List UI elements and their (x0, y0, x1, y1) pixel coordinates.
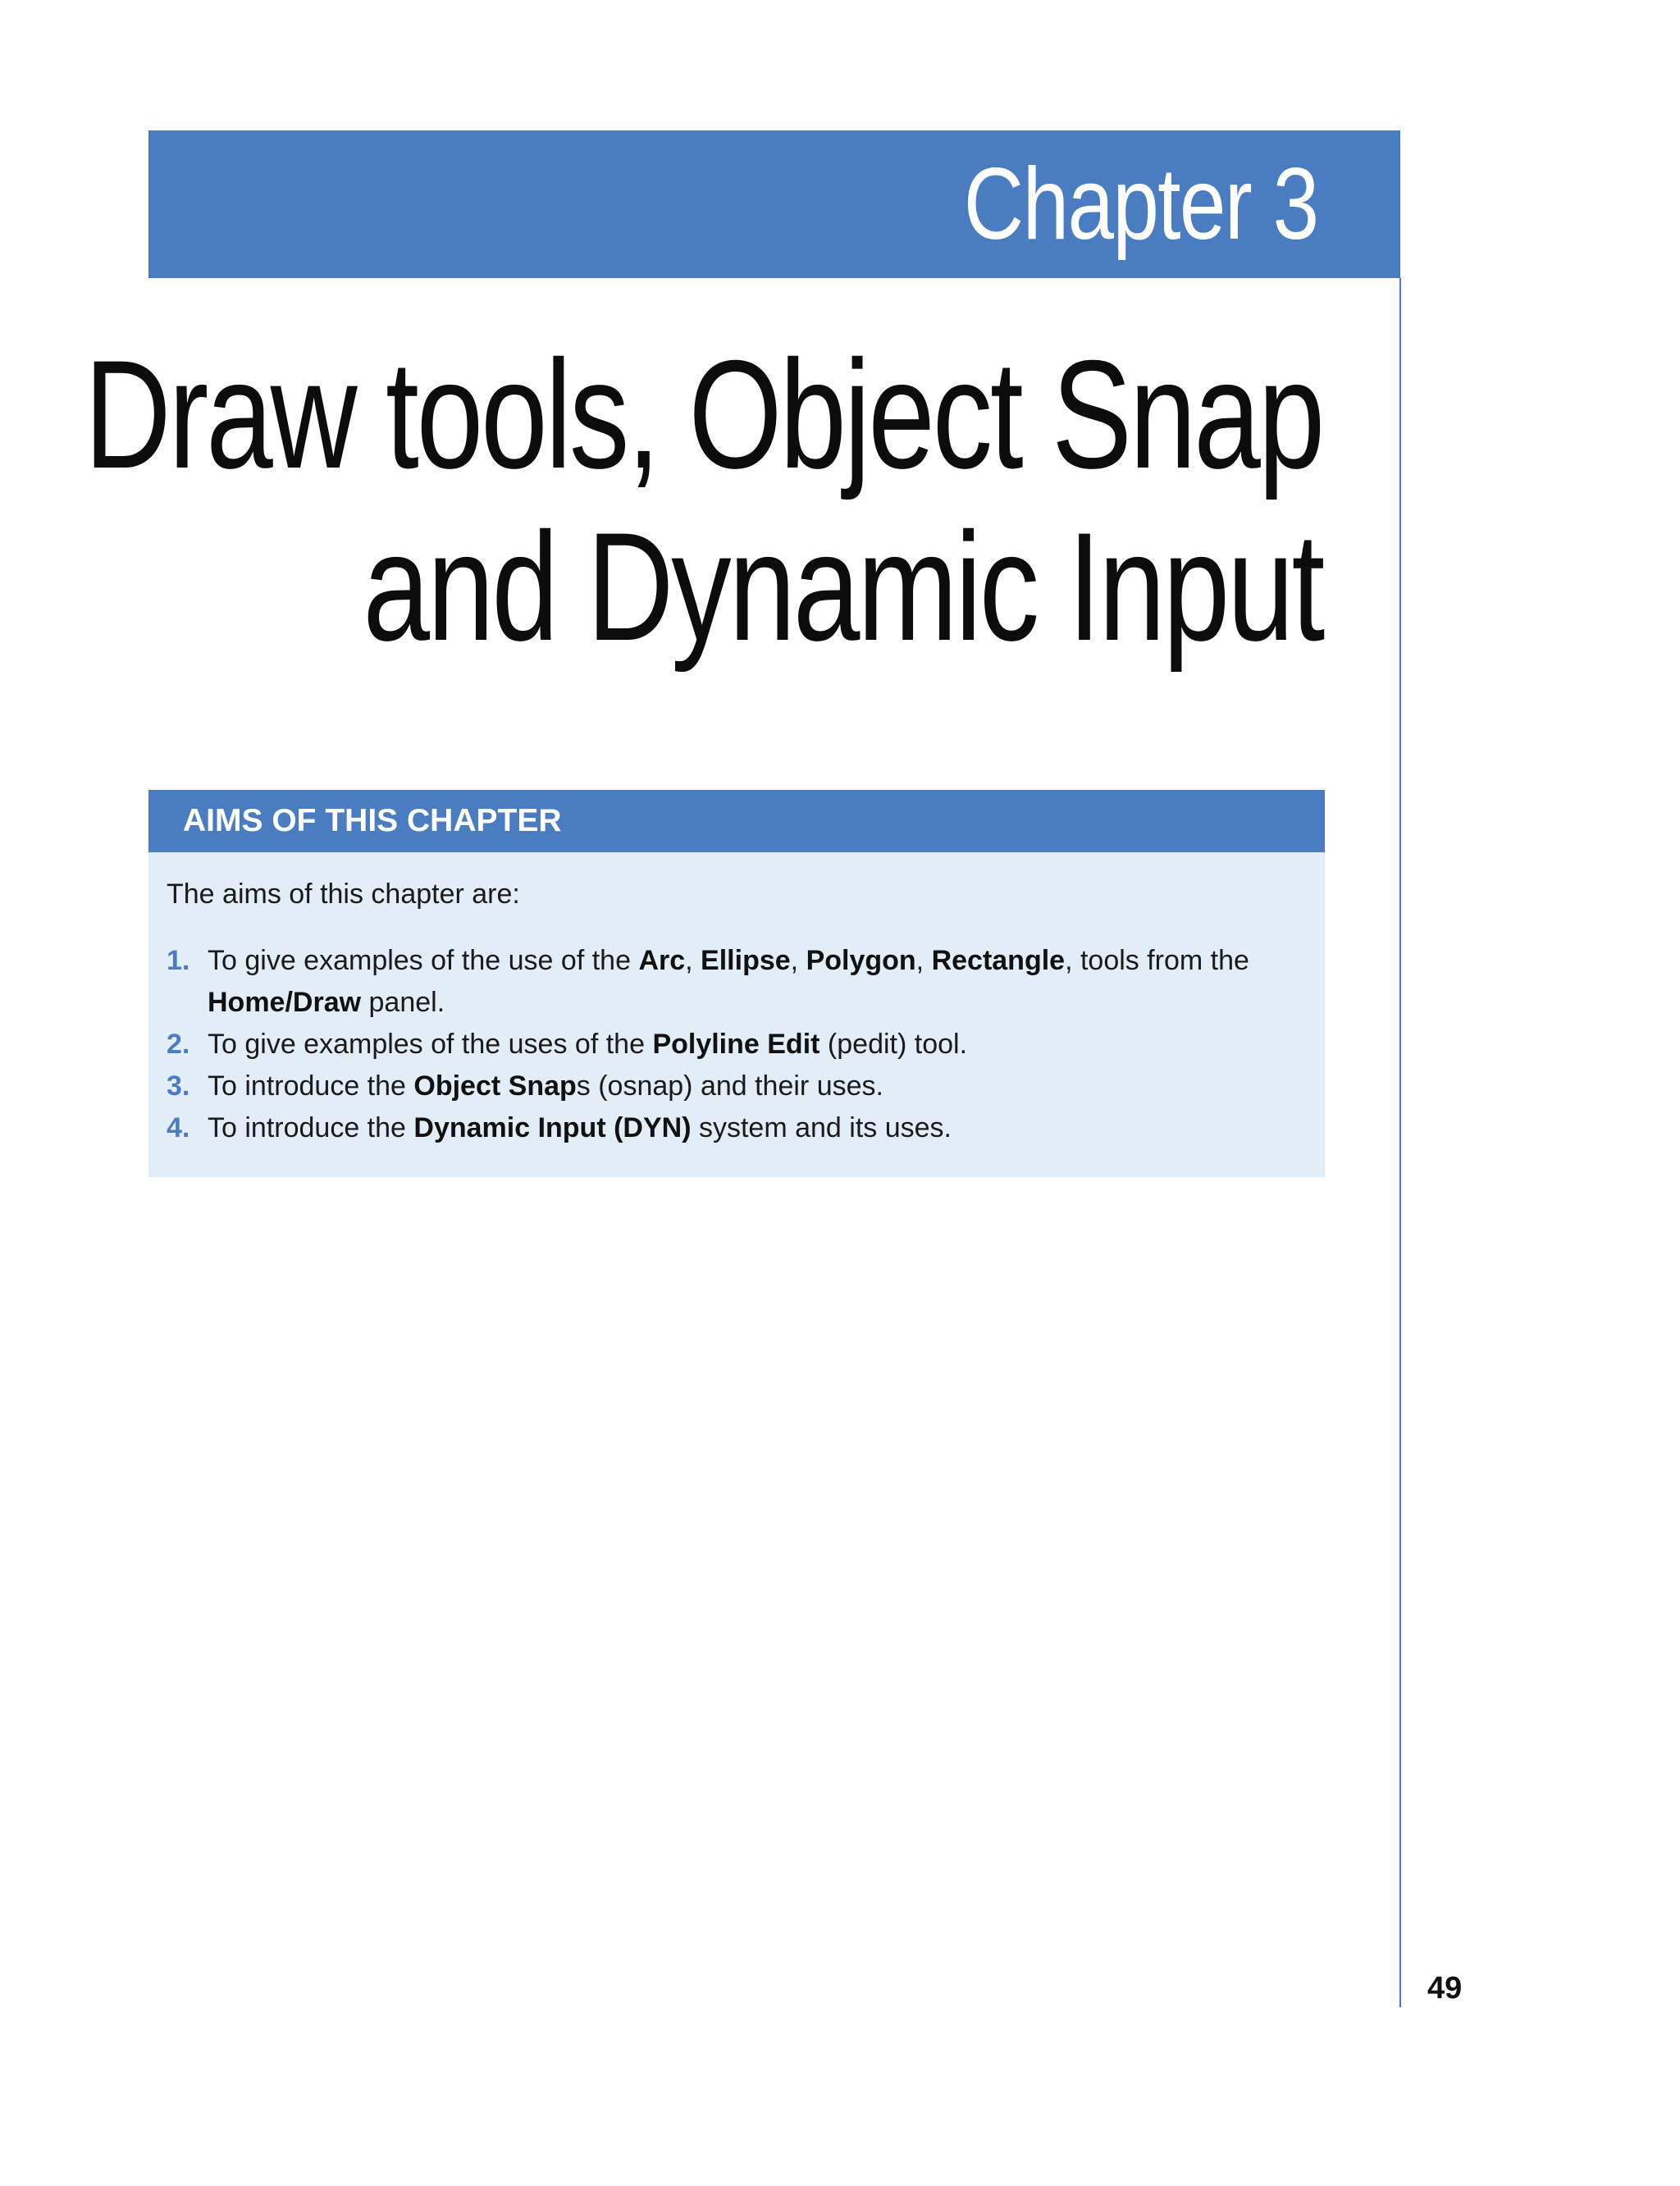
aims-item-text: , tools from the (1065, 945, 1249, 976)
aims-item-text: To give examples of the uses of the (208, 1029, 653, 1060)
aims-item-number: 1. (167, 945, 190, 976)
aims-item-text: , (685, 945, 701, 976)
chapter-title-line-2: and Dynamic Input (363, 500, 1322, 673)
page-margin-rule (1399, 278, 1401, 2007)
aims-item-bold: Polyline Edit (652, 1029, 820, 1060)
aims-item-text: , (790, 945, 806, 976)
aims-heading: AIMS OF THIS CHAPTER (183, 803, 562, 838)
aims-item-text: To give examples of the use of the (208, 945, 639, 976)
aims-intro: The aims of this chapter are: (167, 879, 520, 910)
aims-item-bold: Arc (638, 945, 686, 976)
aims-item-bold: Dynamic Input (DYN) (413, 1112, 692, 1143)
aims-item-number: 3. (167, 1070, 190, 1102)
aims-item-4 (167, 1107, 1299, 1149)
aims-item-text: , (915, 945, 932, 976)
aims-item-text: To introduce the (208, 1070, 414, 1102)
page-number: 49 (1427, 1971, 1463, 2006)
aims-item-text: s (osnap) and their uses. (576, 1070, 883, 1102)
aims-item-bold: Rectangle (931, 945, 1066, 976)
aims-item-1 (167, 940, 1299, 1024)
aims-header (148, 790, 1325, 852)
aims-item-text: (pedit) tool. (819, 1029, 968, 1060)
aims-item-number: 4. (167, 1112, 190, 1143)
aims-item-bold: Ellipse (701, 945, 791, 976)
aims-item-text: system and its uses. (691, 1112, 952, 1143)
aims-item-text: panel. (361, 987, 445, 1018)
aims-item-bold: Polygon (806, 945, 916, 976)
aims-item-number: 2. (167, 1029, 190, 1060)
aims-item-text: To introduce the (208, 1112, 414, 1143)
aims-item-3 (167, 1066, 1299, 1107)
chapter-banner (148, 130, 1400, 278)
aims-item-bold: Home/Draw (208, 987, 362, 1018)
aims-list (167, 940, 1299, 1149)
aims-item-bold: Object Snap (413, 1070, 577, 1102)
chapter-title-line-1: Draw tools, Object Snap (84, 328, 1322, 500)
aims-box (148, 790, 1325, 1177)
aims-item-2 (167, 1024, 1299, 1066)
chapter-title (0, 328, 1322, 673)
chapter-label: Chapter 3 (964, 148, 1318, 261)
